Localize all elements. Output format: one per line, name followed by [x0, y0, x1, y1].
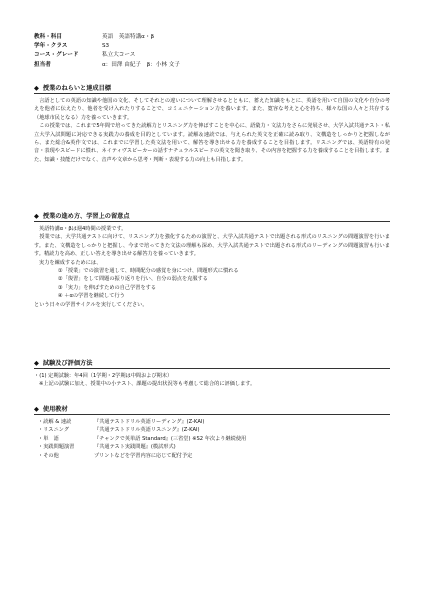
text-line: という日々の学習サイクルを実行してください。	[34, 301, 148, 308]
meta-row	[34, 42, 180, 51]
meta-label: 教科・科目	[34, 34, 62, 40]
text-line: ※上記の試験に加え、授業中の小テスト、課題の提出状況等も考慮して総合的に評価します。	[39, 381, 256, 388]
section-heading	[34, 83, 390, 94]
section-heading-text: 使用教材	[42, 406, 68, 413]
meta-value: 私立大コース	[102, 52, 136, 59]
meta-value: α：田澤 由紀子 β：小林 文子	[102, 61, 180, 68]
diamond-bullet-icon: ◆	[34, 211, 39, 220]
step-item: ③「実力」を伸ばすための自己学習をする	[58, 284, 157, 291]
material-row	[34, 435, 390, 443]
aims-section	[34, 83, 390, 164]
diamond-bullet-icon: ◆	[34, 358, 39, 367]
text-line: 実力を練成するためには、	[39, 259, 102, 266]
section-heading-text: 授業のねらいと達成目標	[42, 85, 111, 92]
method-section	[34, 211, 390, 309]
paragraph: 授業では、大学共通テストに向けて、リスニング力を強化するための演習と、大学入試共通テストで出題される形式のリスニングの問題演習を行います。また、文構造をしっかりと把握し、今まで培ってきた文法の理解も深め、大学入試共通テストで出題される形式のリーディングの問題演習も行います。精読力を高め、正しい答えを導き出せる解答力を養っていきます。	[34, 234, 390, 258]
material-category: ・実践問題演習	[38, 444, 75, 451]
meta-value: 英語 英語特講α・β	[102, 34, 155, 40]
meta-label: 担当者	[34, 61, 51, 68]
material-title: プリントなどを学習内容に応じて配付予定	[94, 452, 193, 459]
section-heading	[34, 358, 390, 369]
course-info	[34, 33, 180, 70]
material-row	[34, 418, 390, 426]
material-category: ・その他	[38, 452, 59, 459]
material-category: ・読解 & 速読	[38, 419, 72, 425]
section-heading-text: 試験及び評価方法	[42, 360, 93, 367]
diamond-bullet-icon: ◆	[34, 83, 39, 92]
material-row	[34, 443, 390, 451]
section-heading	[34, 404, 390, 415]
material-title: 『共通テスト実践問題』(模試形式)	[94, 444, 176, 451]
text-line: 英語特講α・βは週4時間の授業です。	[39, 226, 127, 232]
material-category: ・単 語	[38, 435, 59, 442]
meta-row	[34, 61, 180, 70]
paragraph: この授業では、これまで5年間で培ってきた読解力とリスニング力を伸ばすことを中心に、語彙力・文法力をさらに発展させ、大学入試共通テスト・私立大学入試問題に対応できる実践力の養成を目的としています。読解＆速読では、与えられた英文を正確に読み取り、文構造をしっかりと把握しながら、また総合&英作文では、これまでに学習した英文法を用いて、解答を導き出せる力を養成することを目指します。リスニングでは、英語特有の発音・表現やスピードに慣れ、ネイティヴスピーカーの話すナチュラルスピードの英文を聞き取り、その内容を把握する力を養成することを目指します。また、知識・技能だけでなく、音声や文章から思考・判断・表現する力の向上も目指します。	[34, 123, 390, 163]
meta-label: コース・グレード	[34, 52, 79, 59]
material-row	[34, 452, 390, 460]
text-line: ・(1) 定期試験：年4回（1学期・2学期は中間および期末）	[34, 373, 173, 379]
diamond-bullet-icon: ◆	[34, 404, 39, 413]
meta-row	[34, 51, 180, 60]
section-heading	[34, 211, 390, 222]
paragraph: 言語としての英語の知識や他国の文化、そしてそれとの違いについて理解させるとともに、蓄えた知識をもとに、英語を用いて自国の文化や自分の考えを他者に伝えたり、他者を受け入れたりすることで、コミュニケーション力を養います。また、寛容な考えと心を持ち、様々な国の人々と共存する（地球市民となる）力を養っていきます。	[34, 98, 390, 121]
meta-row	[34, 33, 180, 42]
meta-label: 学年・クラス	[34, 43, 68, 50]
material-category: ・リスニング	[38, 427, 69, 434]
step-item: ②「復習」をして問題の振り返りを行い、自分の弱点を克服する	[58, 276, 208, 283]
assessment-section	[34, 358, 390, 389]
section-heading-text: 授業の進め方、学習上の留意点	[42, 213, 130, 220]
material-title: 『共通テストドリル英語リスニング』(Z-KAI)	[94, 427, 200, 434]
material-title: 『チャンクで英単語 Standard』(三省堂) ※S2 年次より継続使用	[94, 435, 247, 442]
material-title: 『共通テストドリル英語リーディング』(Z-KAI)	[94, 419, 205, 425]
materials-section	[34, 404, 390, 460]
step-item: ④ ＋αの学習を継続して行う	[58, 293, 125, 300]
meta-value: S3	[102, 43, 110, 50]
material-row	[34, 426, 390, 434]
step-item: ①「授業」での演習を通して、時間配分の感覚を身につけ、問題形式に慣れる	[58, 268, 239, 275]
